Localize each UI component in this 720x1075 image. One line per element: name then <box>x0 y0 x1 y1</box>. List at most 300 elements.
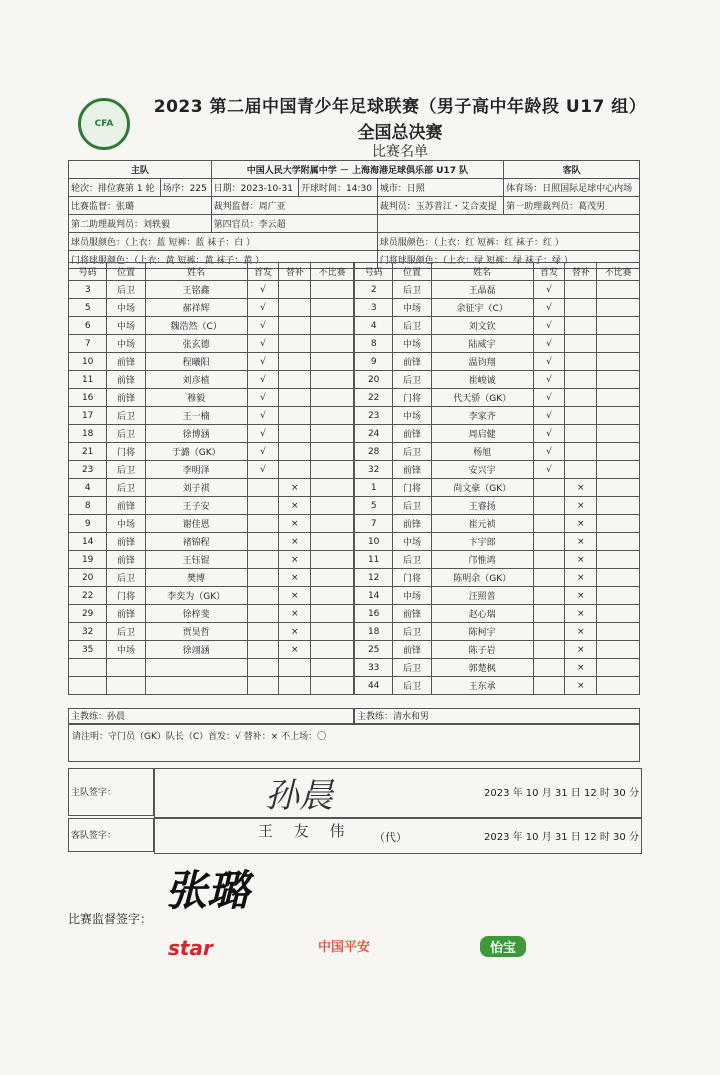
title-line2: 全国总决赛 <box>357 123 443 143</box>
home-player-starter: √ <box>247 407 279 425</box>
away-player-sub <box>565 317 597 335</box>
away-player-name: 安兴宇 <box>431 461 533 479</box>
legend: 请注明：守门员（GK）队长（C）首发：√ 替补：× 不上场：〇 <box>68 724 640 762</box>
supervisor-signature: 张璐 <box>165 866 250 915</box>
home-player-name <box>145 677 247 695</box>
away-player-number: 8 <box>355 335 393 353</box>
home-player-row <box>69 659 354 677</box>
away-player-dnp <box>597 299 640 317</box>
title-line1: 2023 第二届中国青少年足球联赛（男子高中年龄段 U17 组） <box>153 97 647 117</box>
away-player-row <box>355 281 640 299</box>
round: 轮次：排位赛第 1 轮 <box>69 179 161 197</box>
away-player-sub: × <box>565 533 597 551</box>
home-player-row <box>69 587 354 605</box>
away-player-row <box>355 623 640 641</box>
away-player-dnp <box>597 371 640 389</box>
home-player-name: 刘子祺 <box>145 479 247 497</box>
away-player-name: 陈明余（GK） <box>431 569 533 587</box>
home-player-sub: × <box>279 533 311 551</box>
home-player-sub: × <box>279 623 311 641</box>
away-player-row <box>355 443 640 461</box>
home-player-starter <box>247 479 279 497</box>
home-player-number: 3 <box>69 281 107 299</box>
home-player-name: 徐博涵 <box>145 425 247 443</box>
home-player-number: 23 <box>69 461 107 479</box>
away-player-position: 前锋 <box>393 353 431 371</box>
away-player-number: 16 <box>355 605 393 623</box>
teams-center: 中国人民大学附属中学 － 上海海港足球俱乐部 U17 队 <box>211 161 504 179</box>
home-player-name: 谢佳恩 <box>145 515 247 533</box>
away-player-position: 后卫 <box>393 281 431 299</box>
away-player-starter <box>533 479 565 497</box>
home-player-sub <box>279 659 311 677</box>
home-player-dnp <box>311 479 354 497</box>
away-player-name: 卞宇郎 <box>431 533 533 551</box>
away-player-sub: × <box>565 551 597 569</box>
home-player-dnp <box>311 389 354 407</box>
away-coach: 主教练：清水和男 <box>354 708 640 724</box>
col-position: 位置 <box>393 263 431 281</box>
home-player-sub <box>279 443 311 461</box>
home-player-name: 贾昊哲 <box>145 623 247 641</box>
away-player-dnp <box>597 407 640 425</box>
away-player-sub <box>565 389 597 407</box>
home-player-name: 郝祥辉 <box>145 299 247 317</box>
away-player-sub <box>565 371 597 389</box>
home-player-name: 程曦阳 <box>145 353 247 371</box>
home-player-sub <box>279 299 311 317</box>
home-player-position: 后卫 <box>107 569 145 587</box>
away-player-position: 前锋 <box>393 641 431 659</box>
home-player-position: 前锋 <box>107 605 145 623</box>
home-player-position: 后卫 <box>107 281 145 299</box>
away-player-position: 中场 <box>393 335 431 353</box>
away-player-dnp <box>597 587 640 605</box>
away-sign-label: 客队签字： <box>68 818 154 852</box>
away-player-row <box>355 317 640 335</box>
home-player-dnp <box>311 353 354 371</box>
away-player-position: 后卫 <box>393 677 431 695</box>
away-player-dnp <box>597 353 640 371</box>
col-number: 号码 <box>355 263 393 281</box>
home-player-row <box>69 605 354 623</box>
home-player-dnp <box>311 497 354 515</box>
home-player-row <box>69 353 354 371</box>
home-player-row <box>69 551 354 569</box>
away-player-dnp <box>597 317 640 335</box>
home-player-name: 王铭鑫 <box>145 281 247 299</box>
away-header-row <box>355 263 640 281</box>
away-player-starter <box>533 515 565 533</box>
home-player-name: 徐翊涵 <box>145 641 247 659</box>
away-player-position: 后卫 <box>393 623 431 641</box>
col-number: 号码 <box>69 263 107 281</box>
home-player-name: 褚锦程 <box>145 533 247 551</box>
home-player-dnp <box>311 371 354 389</box>
away-player-sub <box>565 335 597 353</box>
away-player-row <box>355 659 640 677</box>
ref-supervisor: 裁判监督：周广亚 <box>211 197 377 215</box>
home-player-position: 中场 <box>107 641 145 659</box>
home-player-position: 前锋 <box>107 389 145 407</box>
col-starter: 首发 <box>533 263 565 281</box>
away-player-sub: × <box>565 569 597 587</box>
away-signature: 王 友 伟 <box>258 822 353 840</box>
away-player-starter <box>533 659 565 677</box>
away-player-name: 温钧翔 <box>431 353 533 371</box>
home-player-sub: × <box>279 515 311 533</box>
away-player-name: 陈柯宇 <box>431 623 533 641</box>
home-player-name: 刘彦植 <box>145 371 247 389</box>
away-kit: 球员服颜色：（上衣：红 短裤：红 袜子：红 ） <box>377 233 639 251</box>
home-player-dnp <box>311 299 354 317</box>
home-player-sub <box>279 371 311 389</box>
home-player-row <box>69 389 354 407</box>
home-kit: 球员服颜色：（上衣：蓝 短裤：蓝 袜子：白 ） <box>69 233 378 251</box>
home-player-dnp <box>311 317 354 335</box>
away-player-number: 24 <box>355 425 393 443</box>
home-player-dnp <box>311 335 354 353</box>
col-sub: 替补 <box>565 263 597 281</box>
home-player-dnp <box>311 641 354 659</box>
away-player-dnp <box>597 281 640 299</box>
home-player-dnp <box>311 587 354 605</box>
kickoff: 开球时间：14:30 <box>299 179 378 197</box>
away-player-name: 王晶磊 <box>431 281 533 299</box>
away-player-row <box>355 605 640 623</box>
away-player-starter: √ <box>533 461 565 479</box>
home-player-number: 16 <box>69 389 107 407</box>
home-player-name: 徐梓斐 <box>145 605 247 623</box>
away-player-sub: × <box>565 623 597 641</box>
fourth-official: 第四官员：李云超 <box>211 215 377 233</box>
home-player-sub: × <box>279 479 311 497</box>
home-player-position: 后卫 <box>107 623 145 641</box>
away-player-dnp <box>597 497 640 515</box>
away-roster-table <box>354 262 640 695</box>
home-player-name: 张玄德 <box>145 335 247 353</box>
away-player-sub: × <box>565 479 597 497</box>
home-sign-date: 2023 年 10 月 31 日 12 时 30 分 <box>484 788 639 799</box>
home-player-sub: × <box>279 569 311 587</box>
away-player-position: 中场 <box>393 587 431 605</box>
away-player-starter <box>533 623 565 641</box>
supervisor: 比赛监督：张璐 <box>69 197 212 215</box>
home-player-sub <box>279 425 311 443</box>
home-player-dnp <box>311 443 354 461</box>
home-player-row <box>69 443 354 461</box>
home-player-name: 穆毅 <box>145 389 247 407</box>
home-player-row <box>69 407 354 425</box>
away-player-dnp <box>597 515 640 533</box>
away-player-name: 陈子岩 <box>431 641 533 659</box>
away-player-row <box>355 335 640 353</box>
away-player-name: 李家齐 <box>431 407 533 425</box>
away-player-name: 杨旭 <box>431 443 533 461</box>
away-player-number: 14 <box>355 587 393 605</box>
home-player-name: 王钰锟 <box>145 551 247 569</box>
home-player-starter <box>247 569 279 587</box>
away-player-row <box>355 497 640 515</box>
away-player-row <box>355 587 640 605</box>
col-name: 姓名 <box>145 263 247 281</box>
home-player-position: 中场 <box>107 317 145 335</box>
home-player-name: 于潞（GK） <box>145 443 247 461</box>
away-gk-kit: 门将球服颜色：（上衣：绿 短裤：绿 袜子：绿 ） <box>377 251 639 269</box>
away-player-position: 后卫 <box>393 497 431 515</box>
away-player-row <box>355 461 640 479</box>
home-player-number: 6 <box>69 317 107 335</box>
away-player-number: 25 <box>355 641 393 659</box>
away-player-row <box>355 371 640 389</box>
home-player-position: 前锋 <box>107 497 145 515</box>
col-name: 姓名 <box>431 263 533 281</box>
away-player-position: 前锋 <box>393 461 431 479</box>
home-player-starter <box>247 533 279 551</box>
away-player-row <box>355 677 640 695</box>
home-player-starter <box>247 551 279 569</box>
home-player-position: 中场 <box>107 335 145 353</box>
home-player-starter: √ <box>247 389 279 407</box>
home-player-number: 35 <box>69 641 107 659</box>
away-player-dnp <box>597 533 640 551</box>
home-player-starter: √ <box>247 281 279 299</box>
away-player-dnp <box>597 551 640 569</box>
away-player-starter <box>533 497 565 515</box>
col-dnp: 不比赛 <box>311 263 354 281</box>
away-player-number: 32 <box>355 461 393 479</box>
away-player-number: 1 <box>355 479 393 497</box>
home-player-number: 8 <box>69 497 107 515</box>
away-player-sub: × <box>565 659 597 677</box>
away-player-number: 7 <box>355 515 393 533</box>
away-player-dnp <box>597 605 640 623</box>
away-player-row <box>355 515 640 533</box>
home-player-starter: √ <box>247 353 279 371</box>
home-player-row <box>69 335 354 353</box>
away-player-dnp <box>597 569 640 587</box>
away-player-starter <box>533 677 565 695</box>
away-player-starter <box>533 569 565 587</box>
away-player-position: 前锋 <box>393 605 431 623</box>
home-player-number: 5 <box>69 299 107 317</box>
away-player-name: 邝惟鸿 <box>431 551 533 569</box>
away-player-number: 4 <box>355 317 393 335</box>
home-player-sub <box>279 317 311 335</box>
home-player-dnp <box>311 605 354 623</box>
away-player-name: 尚文豪（GK） <box>431 479 533 497</box>
home-player-number: 22 <box>69 587 107 605</box>
home-player-dnp <box>311 569 354 587</box>
home-player-sub <box>279 281 311 299</box>
away-player-name: 崔峻诚 <box>431 371 533 389</box>
home-player-number: 7 <box>69 335 107 353</box>
home-player-position: 后卫 <box>107 407 145 425</box>
away-player-position: 后卫 <box>393 551 431 569</box>
away-player-number: 33 <box>355 659 393 677</box>
away-player-number: 11 <box>355 551 393 569</box>
home-player-dnp <box>311 623 354 641</box>
away-player-number: 9 <box>355 353 393 371</box>
home-player-row <box>69 569 354 587</box>
home-player-starter: √ <box>247 461 279 479</box>
away-player-starter: √ <box>533 407 565 425</box>
away-player-sub <box>565 407 597 425</box>
home-player-number: 32 <box>69 623 107 641</box>
home-player-position: 前锋 <box>107 533 145 551</box>
away-player-number: 20 <box>355 371 393 389</box>
home-player-starter: √ <box>247 371 279 389</box>
away-player-name: 汪照普 <box>431 587 533 605</box>
empty-cell <box>377 215 639 233</box>
home-player-row <box>69 623 354 641</box>
home-player-starter <box>247 623 279 641</box>
home-header-row <box>69 263 354 281</box>
home-player-dnp <box>311 659 354 677</box>
away-player-position: 前锋 <box>393 515 431 533</box>
title-line3: 比赛名单 <box>372 144 428 160</box>
home-player-dnp <box>311 551 354 569</box>
away-player-starter: √ <box>533 299 565 317</box>
home-player-position: 后卫 <box>107 425 145 443</box>
away-player-starter: √ <box>533 353 565 371</box>
away-player-dnp <box>597 641 640 659</box>
home-player-position <box>107 659 145 677</box>
home-player-row <box>69 299 354 317</box>
home-player-name: 樊博 <box>145 569 247 587</box>
away-player-dnp <box>597 443 640 461</box>
away-player-sub: × <box>565 677 597 695</box>
home-player-sub: × <box>279 587 311 605</box>
home-player-position <box>107 677 145 695</box>
away-player-name: 崔元祯 <box>431 515 533 533</box>
away-player-position: 中场 <box>393 533 431 551</box>
away-player-sub: × <box>565 641 597 659</box>
home-player-name: 李奕为（GK） <box>145 587 247 605</box>
col-starter: 首发 <box>247 263 279 281</box>
home-player-starter <box>247 587 279 605</box>
home-player-position: 后卫 <box>107 461 145 479</box>
away-player-row <box>355 551 640 569</box>
sponsor-pingan-logo: 中国平安 <box>318 940 371 955</box>
away-player-starter: √ <box>533 425 565 443</box>
home-player-row <box>69 281 354 299</box>
col-position: 位置 <box>107 263 145 281</box>
home-player-number: 11 <box>69 371 107 389</box>
away-player-starter <box>533 533 565 551</box>
home-player-position: 中场 <box>107 515 145 533</box>
away-player-sub: × <box>565 587 597 605</box>
home-player-number: 9 <box>69 515 107 533</box>
home-player-row <box>69 497 354 515</box>
supervisor-sign-label: 比赛监督签字： <box>68 912 153 926</box>
away-player-position: 后卫 <box>393 317 431 335</box>
away-player-position: 门将 <box>393 389 431 407</box>
home-player-row <box>69 425 354 443</box>
away-player-row <box>355 425 640 443</box>
away-player-name: 王睿扬 <box>431 497 533 515</box>
home-player-sub <box>279 677 311 695</box>
home-signature: 孙晨 <box>265 776 333 816</box>
away-player-number: 18 <box>355 623 393 641</box>
away-sign-date: 2023 年 10 月 31 日 12 时 30 分 <box>484 832 639 843</box>
home-player-starter <box>247 677 279 695</box>
away-player-row <box>355 299 640 317</box>
away-player-starter <box>533 605 565 623</box>
home-player-sub: × <box>279 605 311 623</box>
home-player-number: 14 <box>69 533 107 551</box>
home-player-starter <box>247 515 279 533</box>
home-player-name: 李明泽 <box>145 461 247 479</box>
away-player-row <box>355 569 640 587</box>
home-player-row <box>69 641 354 659</box>
away-player-number: 3 <box>355 299 393 317</box>
away-player-sub: × <box>565 497 597 515</box>
sponsor-star-logo: star <box>168 936 213 960</box>
away-player-name: 王东承 <box>431 677 533 695</box>
home-player-starter: √ <box>247 317 279 335</box>
away-player-position: 后卫 <box>393 443 431 461</box>
home-player-starter: √ <box>247 335 279 353</box>
away-player-dnp <box>597 389 640 407</box>
away-player-number: 2 <box>355 281 393 299</box>
home-player-number: 21 <box>69 443 107 461</box>
away-player-position: 后卫 <box>393 371 431 389</box>
away-player-dnp <box>597 335 640 353</box>
venue: 体育场：日照国际足球中心内场 <box>504 179 640 197</box>
away-player-position: 中场 <box>393 299 431 317</box>
home-player-name: 王子安 <box>145 497 247 515</box>
home-roster-table <box>68 262 354 695</box>
away-player-starter <box>533 587 565 605</box>
away-player-sub <box>565 443 597 461</box>
away-player-name: 余征宇（C） <box>431 299 533 317</box>
away-player-dnp <box>597 425 640 443</box>
home-player-starter <box>247 605 279 623</box>
referee: 裁判员：玉苏普江・艾合麦提 <box>377 197 503 215</box>
home-player-position: 前锋 <box>107 353 145 371</box>
col-sub: 替补 <box>279 263 311 281</box>
home-player-starter <box>247 497 279 515</box>
home-player-dnp <box>311 515 354 533</box>
home-player-row <box>69 515 354 533</box>
away-player-row <box>355 479 640 497</box>
away-player-dnp <box>597 677 640 695</box>
away-player-position: 门将 <box>393 569 431 587</box>
home-player-dnp <box>311 407 354 425</box>
city: 城市：日照 <box>377 179 503 197</box>
away-player-number: 5 <box>355 497 393 515</box>
home-player-sub <box>279 353 311 371</box>
home-player-sub <box>279 461 311 479</box>
home-player-name <box>145 659 247 677</box>
away-player-sub <box>565 281 597 299</box>
away-player-position: 前锋 <box>393 425 431 443</box>
away-player-sub: × <box>565 605 597 623</box>
home-player-number <box>69 677 107 695</box>
away-player-starter: √ <box>533 317 565 335</box>
away-player-name: 刘文钦 <box>431 317 533 335</box>
home-player-number <box>69 659 107 677</box>
col-dnp: 不比赛 <box>597 263 640 281</box>
home-player-position: 门将 <box>107 443 145 461</box>
home-player-number: 20 <box>69 569 107 587</box>
away-player-position: 后卫 <box>393 659 431 677</box>
ar2: 第二助理裁判员：刘轶毅 <box>69 215 212 233</box>
date: 日期：2023-10-31 <box>211 179 298 197</box>
home-player-number: 19 <box>69 551 107 569</box>
home-player-starter: √ <box>247 425 279 443</box>
